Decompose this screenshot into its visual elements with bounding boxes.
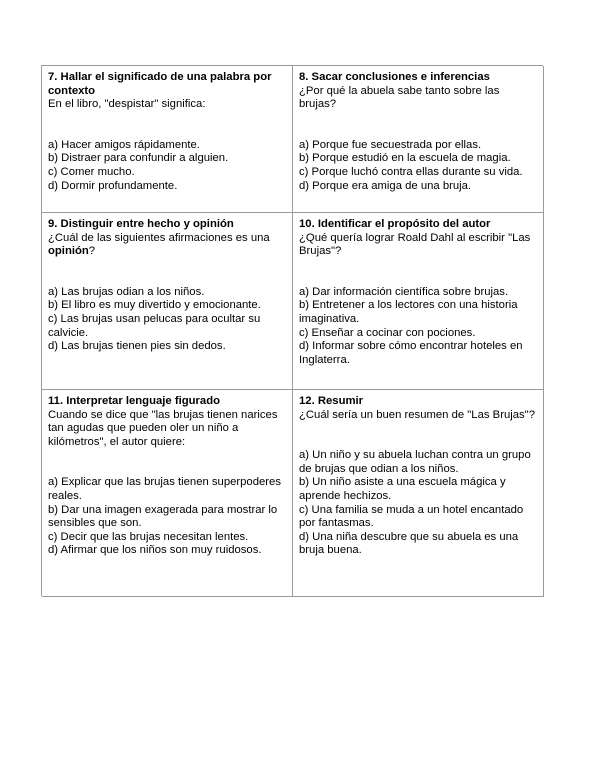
option-d: d) Una niña descubre que su abuela es una bruja buena. xyxy=(299,530,519,557)
option-d: d) Las brujas tienen pies sin dedos. xyxy=(48,340,226,353)
option-b: b) Entretener a los lectores con una historia imaginativa. xyxy=(299,299,518,325)
question-table xyxy=(41,65,543,596)
question-text-part: ¿Cuál de las siguientes afirmaciones es una xyxy=(48,231,270,244)
question-title: 7. Hallar el significado de una palabra por contexto xyxy=(48,71,272,97)
options-list xyxy=(299,449,538,558)
question-cell-11 xyxy=(42,390,293,597)
spacer xyxy=(299,112,538,139)
options-list xyxy=(299,286,538,368)
option-d: d) Afirmar que los niños son muy ruidosos. xyxy=(48,544,262,557)
question-title: 12. Resumir xyxy=(299,395,364,407)
option-c: c) Comer mucho. xyxy=(48,165,135,178)
question-text-part: ? xyxy=(88,245,96,258)
question-cell-9 xyxy=(42,213,293,390)
question-title: 8. Sacar conclusiones e inferencias xyxy=(299,71,490,83)
spacer xyxy=(299,259,538,286)
question-title: 10. Identificar el propósito del autor xyxy=(299,218,491,230)
question-emphasis: opinión xyxy=(48,245,89,258)
option-c: c) Enseñar a cocinar con pociones. xyxy=(299,326,476,339)
option-a: a) Hacer amigos rápidamente. xyxy=(48,138,200,151)
question-title: 9. Distinguir entre hecho y opinión xyxy=(48,218,234,230)
option-b: b) Porque estudió en la escuela de magia. xyxy=(299,152,511,165)
question-text-part: Cuando se dice que "las brujas tienen narices tan agudas que pueden oler un niño a kilómetros", el autor quiere: xyxy=(48,408,278,448)
option-c: c) Decir que las brujas necesitan lentes. xyxy=(48,530,249,543)
option-b: b) Distraer para confundir a alguien. xyxy=(48,152,229,165)
option-c: c) Una familia se muda a un hotel encantado por fantasmas. xyxy=(299,503,524,530)
option-d: d) Porque era amiga de una bruja. xyxy=(299,179,472,192)
question-text-part: ¿Por qué la abuela sabe tanto sobre las brujas? xyxy=(299,84,500,111)
options-list xyxy=(299,139,538,193)
question-text xyxy=(299,85,538,112)
question-cell-7 xyxy=(42,66,293,213)
option-a: a) Dar información científica sobre brujas. xyxy=(299,285,509,298)
option-b: b) Dar una imagen exagerada para mostrar lo sensibles que son. xyxy=(48,503,278,530)
option-c: c) Las brujas usan pelucas para ocultar su calvicie. xyxy=(48,312,261,339)
option-a: a) Las brujas odian a los niños. xyxy=(48,285,205,298)
question-text xyxy=(48,409,287,450)
spacer xyxy=(48,259,287,286)
spacer xyxy=(48,112,287,139)
question-cell-8 xyxy=(293,66,544,213)
option-a: a) Un niño y su abuela luchan contra un grupo de brujas que odian a los niños. xyxy=(299,449,531,475)
option-c: c) Porque luchó contra ellas durante su vida. xyxy=(299,165,523,178)
option-d: d) Dormir profundamente. xyxy=(48,179,178,192)
option-d: d) Informar sobre cómo encontrar hoteles en Inglaterra. xyxy=(299,340,523,366)
spacer xyxy=(299,422,538,449)
question-text xyxy=(48,98,287,112)
option-b: b) Un niño asiste a una escuela mágica y aprende hechizos. xyxy=(299,476,506,502)
spacer xyxy=(48,449,287,476)
options-list xyxy=(48,476,287,558)
question-title: 11. Interpretar lenguaje figurado xyxy=(48,395,221,407)
options-list xyxy=(48,286,287,354)
option-b: b) El libro es muy divertido y emocionante. xyxy=(48,299,261,312)
question-text-part: ¿Cuál sería un buen resumen de "Las Brujas"? xyxy=(299,408,535,421)
options-list xyxy=(48,139,287,193)
question-cell-12 xyxy=(293,390,544,597)
question-text-part: ¿Qué quería lograr Roald Dahl al escribir "Las Brujas"? xyxy=(299,231,531,258)
question-text xyxy=(299,409,538,423)
question-cell-10 xyxy=(293,213,544,390)
question-text-part: En el libro, "despistar" significa: xyxy=(48,98,206,111)
option-a: a) Explicar que las brujas tienen superpoderes reales. xyxy=(48,476,281,502)
option-a: a) Porque fue secuestrada por ellas. xyxy=(299,138,482,151)
question-text xyxy=(299,232,538,259)
question-text xyxy=(48,232,287,259)
